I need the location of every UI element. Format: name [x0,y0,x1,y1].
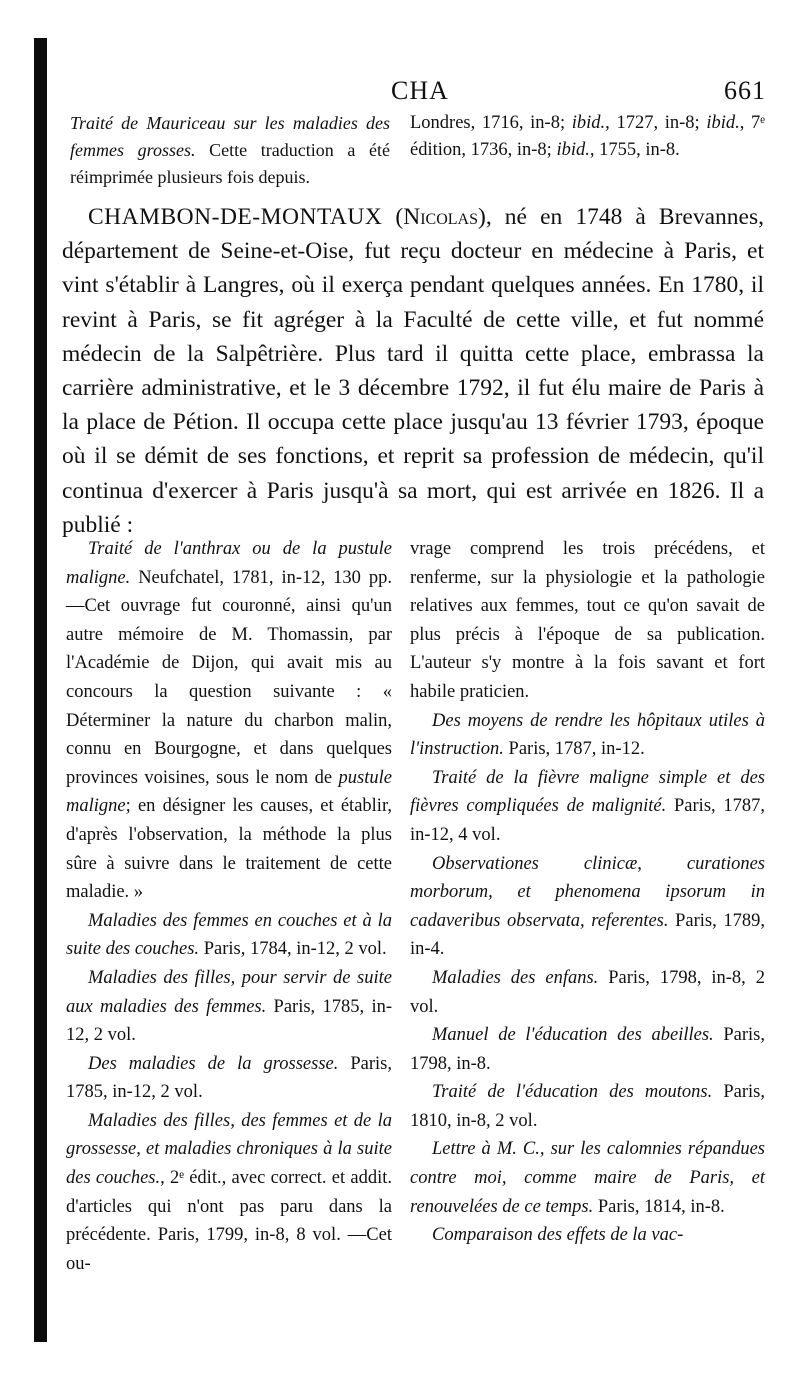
work-entry [66,1107,392,1279]
work-entry [410,707,765,764]
work-entry [66,964,392,1050]
work-details: Paris, 1798, in-8, 2 vol. [410,967,765,1017]
work-title: Comparaison des effets de la vac- [432,1225,684,1246]
work-entry [410,1078,765,1135]
edition-text: Londres, 1716, in-8; [410,113,572,133]
work-entry [410,850,765,964]
work-details: Paris, 1789, in-4. [410,910,766,960]
work-title: Maladies des filles, des femmes et de la grossesse, et maladies chroniques à la suite des couches. [66,1110,392,1189]
given-name: Nicolas [403,204,479,230]
work-details: Paris, 1785, in-12, 2 vol. [66,1053,393,1103]
work-title: Observationes clinicæ, curationes morborum, et phenomena ipsorum in cadaveribus observata, referentes. [410,853,765,931]
work-title: Traité de Mauriceau sur les maladies des femmes grosses. [70,113,390,160]
edition-text: , 1755, in-8. [589,140,680,160]
work-title: Traité de la fièvre maligne simple et des fièvres compliquées de malignité. [410,767,765,817]
work-entry [410,1135,765,1221]
work-details: Paris, 1798, in-8. [410,1025,765,1074]
work-details: Neufchatel, 1781, in-12, 130 pp.—Cet ouvrage fut couronné, ainsi qu'un autre mémoire de M. Thomassin, par l'Académie de Dijon, qui avait mis au concours la question suivante : « Déterminer la nature du charbon malin, connu en Bourgogne, et dans quelques provinces voisines, sous le nom de [66,567,392,788]
work-title: Lettre à M. C., sur les calomnies répandues contre moi, comme maire de Paris, et renouvelées de ce temps. [410,1139,765,1217]
work-details: Paris, 1810, in-8, 2 vol. [410,1082,765,1131]
works-column-right [410,535,765,1250]
work-details: Paris, 1785, in-12, 2 vol. [66,996,392,1046]
biography-text: ), né en 1748 à Brevannes, département de Seine-et-Oise, fut reçu docteur en médecine à Paris, et vint s'établir à Langres, où il exerça pendant quelques années. En 1780, il revint à Paris, se fit agréger à la Faculté de cette ville, et fut nommé médecin de la Salpêtrière. Plus tard il quitta cette place, embrassa la carrière administrative, et le 3 décembre 1792, il fut élu maire de Paris à la place de Pétion. Il occupa cette place jusqu'au 13 février 1793, époque où il se démit de ses fonctions, et reprit sa profession de médecin, qu'il continua d'exercer à Paris jusqu'à sa mort, qui est arrivée en 1826. Il a publié : [62,204,764,538]
scan-binding-edge [34,38,47,1342]
biography-entry: CHAMBON-DE-MONTAUX (Nicolas), né en 1748 à Brevannes, département de Seine-et-Oise, fut reçu docteur en médecine à Paris, et vint s'établir à Langres, où il exerça pendant quelques années. En 1780, il revint à Paris, se fit agréger à la Faculté de cette ville, et fut nommé médecin de la Salpêtrière. Plus tard il quitta cette place, embrassa la carrière administrative, et le 3 décembre 1792, il fut élu maire de Paris à la place de Pétion. Il occupa cette place jusqu'au 13 février 1793, époque où il se démit de ses fonctions, et reprit sa profession de médecin, qu'il continua d'exercer à Paris jusqu'à sa mort, qui est arrivée en 1826. Il a publié : [62,204,764,538]
continued-entry-right [410,110,765,164]
work-title: Des moyens de rendre les hôpitaux utiles à l'instruction. [410,710,765,760]
work-entry [66,907,392,964]
page-header [70,76,770,110]
work-continuation: vrage comprend les trois précédens, et renferme, sur la physiologie et la pathologie relatives aux femmes, tout ce qu'on savait de plus précis à l'époque de sa publication. L'auteur s'y montre à la fois savant et fort habile praticien. [410,539,765,702]
work-italic: pustule maligne [66,767,392,817]
work-details: , 2ᵉ édit., avec correct. et addit. d'articles qui n'ont pas paru dans la précédente. Paris, 1799, in-8, 8 vol. —Cet ou- [66,1168,393,1274]
work-details: Paris, 1787, in-12, 4 vol. [410,796,765,845]
work-title: Traité de l'éducation des moutons. [432,1082,713,1103]
work-title: Traité de l'anthrax ou de la pustule maligne. [66,539,392,588]
work-details: ; en désigner les causes, et établir, d'après l'observation, la méthode la plus sûre à suivre dans le traitement de cette maladie. » [66,796,392,903]
work-note: Cette traduction a été réimprimée plusieurs fois depuis. [70,140,391,187]
work-entry [410,964,765,1021]
edition-text: , 1727, in-8; [605,113,707,133]
work-entry [410,1221,765,1250]
page-number: 661 [724,76,766,105]
work-details: Paris, 1787, in-12. [503,739,645,760]
work-entry [410,764,765,850]
ibid-ref: ibid. [706,113,740,133]
work-entry [410,1021,765,1078]
continued-entry-left [70,110,390,191]
entry-name: CHAMBON-DE-MONTAUX [88,204,383,230]
work-details: Paris, 1784, in-12, 2 vol. [199,939,387,960]
edition-text: , 7ᵉ édition, 1736, in-8; [410,113,765,160]
ibid-ref: ibid. [571,113,606,133]
ibid-ref: ibid. [556,140,590,160]
work-title: Maladies des enfans. [432,967,599,988]
work-title: Manuel de l'éducation des abeilles. [432,1025,714,1046]
work-title: Des maladies de la grossesse. [88,1053,339,1074]
work-entry [66,535,392,907]
running-title: CHA [391,76,449,105]
works-column-left [66,535,392,1278]
work-title: Maladies des femmes en couches et à la suite des couches. [66,910,392,960]
work-title: Maladies des filles, pour servir de suite aux maladies des femmes. [66,967,392,1017]
work-entry [66,1050,392,1107]
work-details: Paris, 1814, in-8. [593,1196,725,1217]
